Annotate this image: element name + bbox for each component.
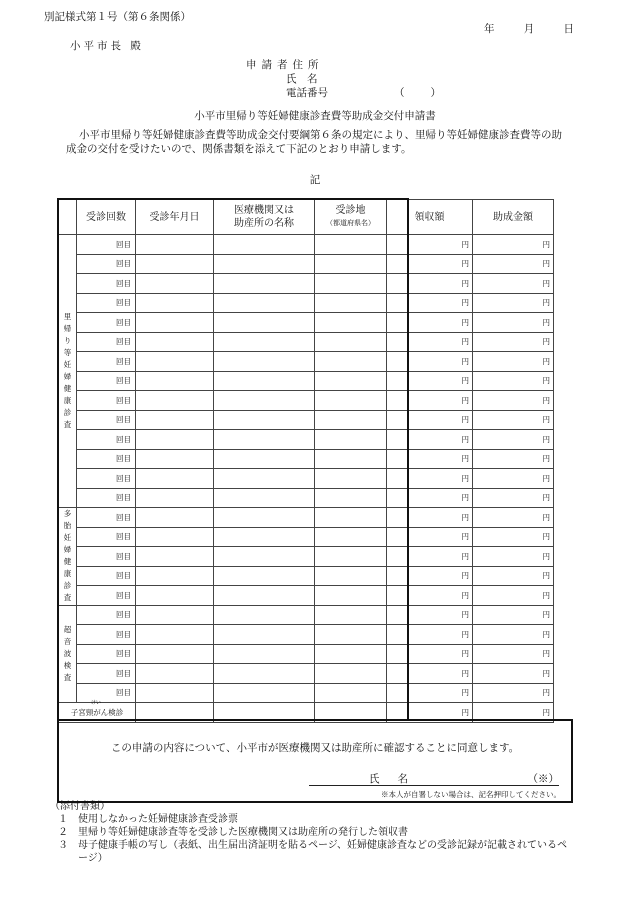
visit-count-cell[interactable]: 回目	[77, 313, 136, 333]
institution-cell[interactable]	[214, 527, 315, 547]
institution-cell[interactable]	[214, 488, 315, 508]
place-cell[interactable]	[315, 547, 387, 567]
place-cell[interactable]	[315, 371, 387, 391]
ki-label: 記	[309, 174, 321, 186]
table-row	[59, 469, 554, 489]
table-row	[59, 586, 554, 606]
visit-count-cell[interactable]: 回目	[77, 391, 136, 411]
table-row	[59, 352, 554, 372]
institution-cell[interactable]	[214, 235, 315, 255]
receipt-cell[interactable]: 円	[387, 605, 473, 625]
table-row	[59, 274, 554, 294]
subsidy-cell[interactable]: 円	[473, 664, 554, 684]
visit-date-cell[interactable]	[136, 527, 214, 547]
visit-count-cell[interactable]: 回目	[77, 664, 136, 684]
subsidy-cell[interactable]: 円	[473, 430, 554, 450]
place-cell[interactable]	[315, 391, 387, 411]
receipt-cell[interactable]: 円	[387, 703, 473, 723]
visit-date-cell[interactable]	[136, 586, 214, 606]
place-cell[interactable]	[315, 527, 387, 547]
attachment-item: ３ 母子健康手帳の写し（表紙、出生届出済証明を貼るページ、妊婦健康診査などの受診記録が記載されているページ）	[58, 840, 567, 864]
table-row	[59, 488, 554, 508]
place-cell[interactable]	[315, 644, 387, 664]
receipt-cell[interactable]: 円	[387, 683, 473, 703]
receipt-cell[interactable]: 円	[387, 664, 473, 684]
table-row	[59, 430, 554, 450]
visit-count-cell[interactable]: 回目	[77, 625, 136, 645]
visit-date-cell[interactable]	[136, 254, 214, 274]
attachments-header: （添付書類）	[50, 801, 110, 812]
institution-cell[interactable]	[214, 391, 315, 411]
place-cell[interactable]	[315, 508, 387, 528]
institution-cell[interactable]	[214, 625, 315, 645]
table-row	[59, 254, 554, 274]
addressee: 小平市長 殿	[70, 40, 144, 52]
header-place: 受診地 （都道府県名）	[315, 200, 387, 235]
visit-date-cell[interactable]	[136, 508, 214, 528]
receipt-cell[interactable]: 円	[387, 566, 473, 586]
visit-count-cell[interactable]: 回目	[77, 527, 136, 547]
institution-cell[interactable]	[214, 605, 315, 625]
institution-cell[interactable]	[214, 410, 315, 430]
visit-date-cell[interactable]	[136, 683, 214, 703]
table-row	[59, 410, 554, 430]
visit-date-cell[interactable]	[136, 391, 214, 411]
visit-date-cell[interactable]	[136, 664, 214, 684]
visit-count-cell[interactable]: 回目	[77, 254, 136, 274]
place-cell[interactable]	[315, 449, 387, 469]
table-row	[59, 625, 554, 645]
signature-note: ※本人が自署しない場合は、記名押印してください。	[381, 790, 561, 799]
place-cell[interactable]	[315, 254, 387, 274]
cancer-ruby: けい	[91, 700, 102, 706]
date-fields	[484, 21, 574, 36]
visit-date-cell[interactable]	[136, 449, 214, 469]
consent-text: この申請の内容について、小平市が医療機関又は助産所に確認することに同意します。	[110, 742, 520, 754]
table-row	[59, 313, 554, 333]
institution-cell[interactable]	[214, 469, 315, 489]
visit-count-cell[interactable]: 回目	[77, 235, 136, 255]
subsidy-cell[interactable]: 円	[473, 586, 554, 606]
day-label: 日	[563, 23, 574, 35]
receipt-cell[interactable]: 円	[387, 352, 473, 372]
table-row	[59, 332, 554, 352]
table-row	[59, 371, 554, 391]
visit-date-cell[interactable]	[136, 605, 214, 625]
consent-box	[57, 719, 573, 803]
subsidy-cell[interactable]: 円	[473, 547, 554, 567]
visit-count-cell[interactable]: 回目	[77, 644, 136, 664]
header-date: 受診年月日	[136, 200, 214, 235]
visit-date-cell[interactable]	[136, 332, 214, 352]
place-cell[interactable]	[315, 488, 387, 508]
table-row	[59, 391, 554, 411]
place-cell[interactable]	[315, 410, 387, 430]
receipt-cell[interactable]: 円	[387, 430, 473, 450]
table-row	[59, 605, 554, 625]
table-row	[59, 235, 554, 255]
receipt-cell[interactable]: 円	[387, 527, 473, 547]
visit-count-cell[interactable]: 回目	[77, 371, 136, 391]
subsidy-cell[interactable]: 円	[473, 235, 554, 255]
address-label: 申請者住所	[246, 59, 324, 71]
subsidy-cell[interactable]: 円	[473, 391, 554, 411]
signature-field[interactable]	[309, 771, 559, 786]
place-cell[interactable]	[315, 605, 387, 625]
signature-name-label: 氏名	[369, 773, 426, 785]
receipt-cell[interactable]: 円	[387, 293, 473, 313]
institution-cell[interactable]	[214, 293, 315, 313]
subsidy-cell[interactable]: 円	[473, 332, 554, 352]
group-choonpa-label: 超 音 波 検 査	[59, 605, 77, 703]
visit-date-cell[interactable]	[136, 371, 214, 391]
visit-count-cell[interactable]: 回目	[77, 352, 136, 372]
place-cell[interactable]	[315, 274, 387, 294]
place-cell[interactable]	[315, 566, 387, 586]
visit-count-cell[interactable]: 回目	[77, 332, 136, 352]
table-row	[59, 644, 554, 664]
place-cell[interactable]	[315, 586, 387, 606]
visit-date-cell[interactable]	[136, 644, 214, 664]
subsidy-cell[interactable]: 円	[473, 352, 554, 372]
place-cell[interactable]	[315, 313, 387, 333]
receipt-cell[interactable]: 円	[387, 274, 473, 294]
table-row	[59, 547, 554, 567]
institution-cell[interactable]	[214, 566, 315, 586]
place-cell[interactable]	[315, 352, 387, 372]
subsidy-cell[interactable]: 円	[473, 644, 554, 664]
visit-date-cell[interactable]	[136, 274, 214, 294]
receipt-cell[interactable]: 円	[387, 644, 473, 664]
header-count: 受診回数	[77, 200, 136, 235]
table-row	[59, 293, 554, 313]
receipt-cell[interactable]: 円	[387, 625, 473, 645]
phone-paren-open: （	[394, 87, 405, 99]
table-row	[59, 527, 554, 547]
subsidy-cell[interactable]: 円	[473, 274, 554, 294]
visit-date-cell[interactable]	[136, 293, 214, 313]
table-row	[59, 566, 554, 586]
header-institution: 医療機関又は 助産所の名称	[214, 200, 315, 235]
visit-count-cell[interactable]: 回目	[77, 586, 136, 606]
table-header-row	[59, 200, 554, 235]
year-label: 年	[484, 23, 495, 35]
subsidy-cell[interactable]: 円	[473, 566, 554, 586]
receipt-cell[interactable]: 円	[387, 391, 473, 411]
receipt-cell[interactable]: 円	[387, 449, 473, 469]
header-subsidy: 助成金額	[473, 200, 554, 235]
visit-count-cell[interactable]: 回目	[77, 449, 136, 469]
signature-mark: （※）	[527, 773, 559, 785]
subsidy-cell[interactable]: 円	[473, 703, 554, 723]
visit-count-cell[interactable]: 回目	[77, 683, 136, 703]
body-text: 小平市里帰り等妊婦健康診査費等助成金交付要綱第６条の規定により、里帰り等妊婦健康診査費等の助成金の交付を受けたいので、関係書類を添えて下記のとおり申請します。	[66, 129, 562, 155]
visit-count-cell[interactable]: 回目	[77, 469, 136, 489]
phone-label: 電話番号	[286, 87, 328, 99]
visit-count-cell[interactable]: 回目	[77, 547, 136, 567]
subsidy-cell[interactable]: 円	[473, 527, 554, 547]
receipt-cell[interactable]: 円	[387, 313, 473, 333]
visit-count-cell[interactable]: 回目	[77, 293, 136, 313]
visit-count-cell[interactable]: 回目	[77, 605, 136, 625]
subsidy-cell[interactable]: 円	[473, 293, 554, 313]
institution-cell[interactable]	[214, 371, 315, 391]
receipt-cell[interactable]: 円	[387, 586, 473, 606]
receipt-cell[interactable]: 円	[387, 508, 473, 528]
header-receipt: 領収額	[387, 200, 473, 235]
institution-cell[interactable]	[214, 586, 315, 606]
place-cell[interactable]	[315, 430, 387, 450]
visit-date-cell[interactable]	[136, 410, 214, 430]
institution-cell[interactable]	[214, 313, 315, 333]
visit-date-cell[interactable]	[136, 352, 214, 372]
institution-cell[interactable]	[214, 449, 315, 469]
place-cell[interactable]	[315, 293, 387, 313]
visit-date-cell[interactable]	[136, 547, 214, 567]
place-cell[interactable]	[315, 664, 387, 684]
visit-date-cell[interactable]	[136, 313, 214, 333]
attachments	[50, 800, 568, 865]
month-label: 月	[523, 23, 535, 35]
visit-count-cell[interactable]: 回目	[77, 508, 136, 528]
form-number: 別記様式第１号（第６条関係）	[44, 11, 191, 23]
visit-date-cell[interactable]	[136, 566, 214, 586]
subsidy-cell[interactable]: 円	[473, 410, 554, 430]
receipt-cell[interactable]: 円	[387, 254, 473, 274]
receipt-cell[interactable]: 円	[387, 235, 473, 255]
subsidy-cell[interactable]: 円	[473, 313, 554, 333]
subsidy-cell[interactable]: 円	[473, 488, 554, 508]
receipt-cell[interactable]: 円	[387, 469, 473, 489]
receipt-cell[interactable]: 円	[387, 410, 473, 430]
subsidy-cell[interactable]: 円	[473, 625, 554, 645]
attachment-item: １ 使用しなかった妊婦健康診査受診票	[58, 814, 238, 825]
visit-count-cell[interactable]: 回目	[77, 566, 136, 586]
institution-cell[interactable]	[214, 430, 315, 450]
cancer-screening-label: けい 子宮頸がん検診	[59, 703, 136, 723]
visit-date-cell[interactable]	[136, 625, 214, 645]
subsidy-cell[interactable]: 円	[473, 254, 554, 274]
group-satogaeri-label: 里 帰 り 等 妊 婦 健 康 診 査	[59, 235, 77, 508]
subsidy-cell[interactable]: 円	[473, 683, 554, 703]
institution-cell[interactable]	[214, 254, 315, 274]
table-row	[59, 449, 554, 469]
phone-paren-close: ）	[430, 87, 441, 99]
subsidy-cell[interactable]: 円	[473, 508, 554, 528]
visit-count-cell[interactable]: 回目	[77, 274, 136, 294]
attachment-item: ２ 里帰り等妊婦健康診査等を受診した医療機関又は助産所の発行した領収書	[58, 827, 408, 838]
applicant-block	[246, 58, 441, 100]
subsidy-cell[interactable]: 円	[473, 449, 554, 469]
table-row	[59, 664, 554, 684]
institution-cell[interactable]	[214, 274, 315, 294]
institution-cell[interactable]	[214, 352, 315, 372]
place-cell[interactable]	[315, 625, 387, 645]
visit-date-cell[interactable]	[136, 488, 214, 508]
application-table	[58, 199, 554, 723]
visit-count-cell[interactable]: 回目	[77, 488, 136, 508]
institution-cell[interactable]	[214, 644, 315, 664]
visit-date-cell[interactable]	[136, 469, 214, 489]
subsidy-cell[interactable]: 円	[473, 469, 554, 489]
visit-date-cell[interactable]	[136, 430, 214, 450]
receipt-cell[interactable]: 円	[387, 332, 473, 352]
table-row	[59, 508, 554, 528]
visit-count-cell[interactable]: 回目	[77, 430, 136, 450]
visit-date-cell[interactable]	[136, 235, 214, 255]
place-cell[interactable]	[315, 469, 387, 489]
receipt-cell[interactable]: 円	[387, 488, 473, 508]
document-title: 小平市里帰り等妊婦健康診査費等助成金交付申請書	[194, 110, 436, 122]
subsidy-cell[interactable]: 円	[473, 605, 554, 625]
institution-cell[interactable]	[214, 508, 315, 528]
institution-cell[interactable]	[214, 664, 315, 684]
institution-cell[interactable]	[214, 332, 315, 352]
subsidy-cell[interactable]: 円	[473, 371, 554, 391]
place-cell[interactable]	[315, 235, 387, 255]
visit-count-cell[interactable]: 回目	[77, 410, 136, 430]
place-cell[interactable]	[315, 332, 387, 352]
receipt-cell[interactable]: 円	[387, 547, 473, 567]
place-cell[interactable]	[315, 683, 387, 703]
table-row	[59, 683, 554, 703]
institution-cell[interactable]	[214, 547, 315, 567]
name-label: 氏 名	[286, 73, 318, 85]
receipt-cell[interactable]: 円	[387, 371, 473, 391]
group-tatai-label: 多 胎 妊 婦 健 康 診 査	[59, 508, 77, 606]
institution-cell[interactable]	[214, 683, 315, 703]
